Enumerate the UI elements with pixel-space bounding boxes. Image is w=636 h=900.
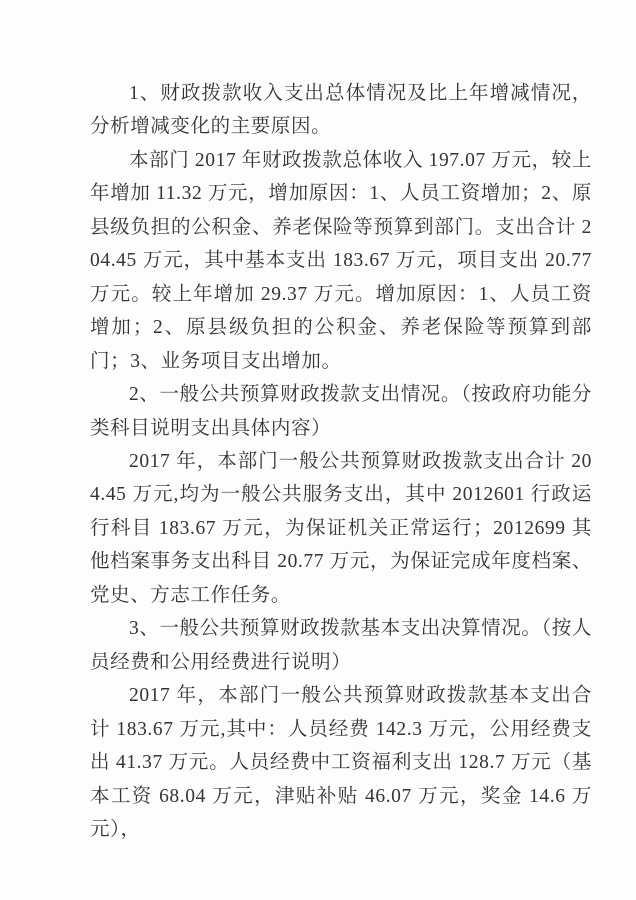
paragraph-section1-heading: 1、财政拨款收入支出总体情况及比上年增减情况，分析增减变化的主要原因。 xyxy=(90,83,592,138)
paragraph-section2-heading: 2、一般公共预算财政拨款支出情况。（按政府功能分类科目说明支出具体内容） xyxy=(90,384,592,439)
document-body xyxy=(90,77,592,846)
paragraph-section3-body: 2017 年，本部门一般公共预算财政拨款基本支出合计 183.67 万元,其中：人员经费 142.3 万元，公用经费支出 41.37 万元。人员经费中工资福利支出 128.7 万元（基本工资 68.04 万元，津贴补贴 46.07 万元，奖金 14.6 万元）， xyxy=(90,685,592,840)
paragraph-section3-heading: 3、一般公共预算财政拨款基本支出决算情况。（按人员经费和公用经费进行说明） xyxy=(90,618,592,673)
paragraph-section2-body: 2017 年，本部门一般公共预算财政拨款支出合计 204.45 万元,均为一般公共服务支出，其中 2012601 行政运行科目 183.67 万元，为保证机关正常运行；2012699 其他档案事务支出科目 20.77 万元，为保证完成年度档案、党史、方志工作任务。 xyxy=(90,450,592,606)
paragraph-section1-body: 本部门 2017 年财政拨款总体收入 197.07 万元，较上年增加 11.32 万元，增加原因：1、人员工资增加；2、原县级负担的公积金、养老保险等预算到部门。支出合计 204.45 万元，其中基本支出 183.67 万元，项目支出 20.77 万元。较上年增加 29.37 万元。增加原因：1、人员工资增加；2、原县级负担的公积金、养老保险等预算到部门；3、业务项目支出增加。 xyxy=(90,149,592,372)
